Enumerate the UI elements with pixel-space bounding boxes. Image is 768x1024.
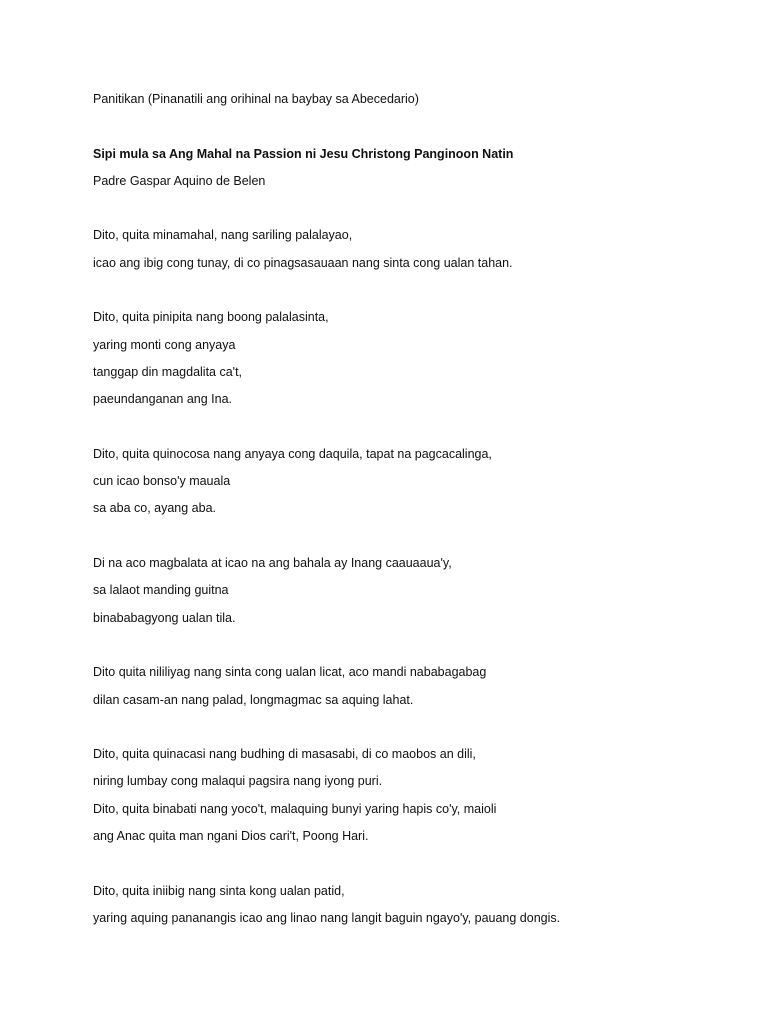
poem-line: ang Anac quita man ngani Dios cari't, Poong Hari.	[93, 829, 369, 844]
poem-line: yaring monti cong anyaya	[93, 337, 236, 352]
poem-line: dilan casam-an nang palad, longmagmac sa aquing lahat.	[93, 692, 414, 707]
poem-line: tanggap din magdalita ca't,	[93, 364, 243, 379]
stanza-4	[93, 550, 733, 632]
poem-line: binababagyong ualan tila.	[93, 610, 236, 625]
document-title: Sipi mula sa Ang Mahal na Passion ni Jesu Christong Panginoon Natin	[93, 146, 514, 161]
poem-line: sa lalaot manding guitna	[93, 583, 229, 598]
poem-line: paeundanganan ang Ina.	[93, 392, 233, 407]
poem-line: cun icao bonso'y mauala	[93, 474, 231, 489]
poem-line: Dito, quita binabati nang yoco't, malaquing bunyi yaring hapis co'y, maioli	[93, 801, 497, 816]
spacer	[93, 850, 733, 877]
stanza-2	[93, 304, 733, 413]
poem-line: Dito, quita quinocosa nang anyaya cong daquila, tapat na pagcacalinga,	[93, 446, 492, 461]
document-page	[93, 86, 733, 932]
stanza-7	[93, 878, 733, 933]
spacer	[93, 277, 733, 304]
stanza-1	[93, 222, 733, 277]
poem-line: yaring aquing pananangis icao ang linao nang langit baguin ngayo'y, pauang dongis.	[93, 910, 561, 925]
spacer	[93, 113, 733, 140]
poem-line: Dito, quita iniibig nang sinta kong ualan patid,	[93, 883, 345, 898]
poem-line: Dito, quita minamahal, nang sariling palalayao,	[93, 228, 353, 243]
poem-line: icao ang ibig cong tunay, di co pinagsasauaan nang sinta cong ualan tahan.	[93, 255, 513, 270]
poem-line: Dito, quita quinacasi nang budhing di masasabi, di co maobos an dili,	[93, 747, 476, 762]
poem-line: niring lumbay cong malaqui pagsira nang iyong puri.	[93, 774, 383, 789]
document-header: Panitikan (Pinanatili ang orihinal na baybay sa Abecedario)	[93, 92, 419, 106]
spacer	[93, 414, 733, 441]
spacer	[93, 523, 733, 550]
poem-line: Dito, quita pinipita nang boong palalasinta,	[93, 310, 329, 325]
spacer	[93, 195, 733, 222]
document-author: Padre Gaspar Aquino de Belen	[93, 173, 266, 188]
stanza-3	[93, 441, 733, 523]
poem-line: sa aba co, ayang aba.	[93, 501, 217, 516]
poem-line: Di na aco magbalata at icao na ang bahala ay Inang caauaaua'y,	[93, 556, 452, 571]
spacer	[93, 714, 733, 741]
stanza-6	[93, 741, 733, 850]
spacer	[93, 632, 733, 659]
poem-line: Dito quita nililiyag nang sinta cong ualan licat, aco mandi nababagabag	[93, 665, 487, 680]
stanza-5	[93, 659, 733, 714]
